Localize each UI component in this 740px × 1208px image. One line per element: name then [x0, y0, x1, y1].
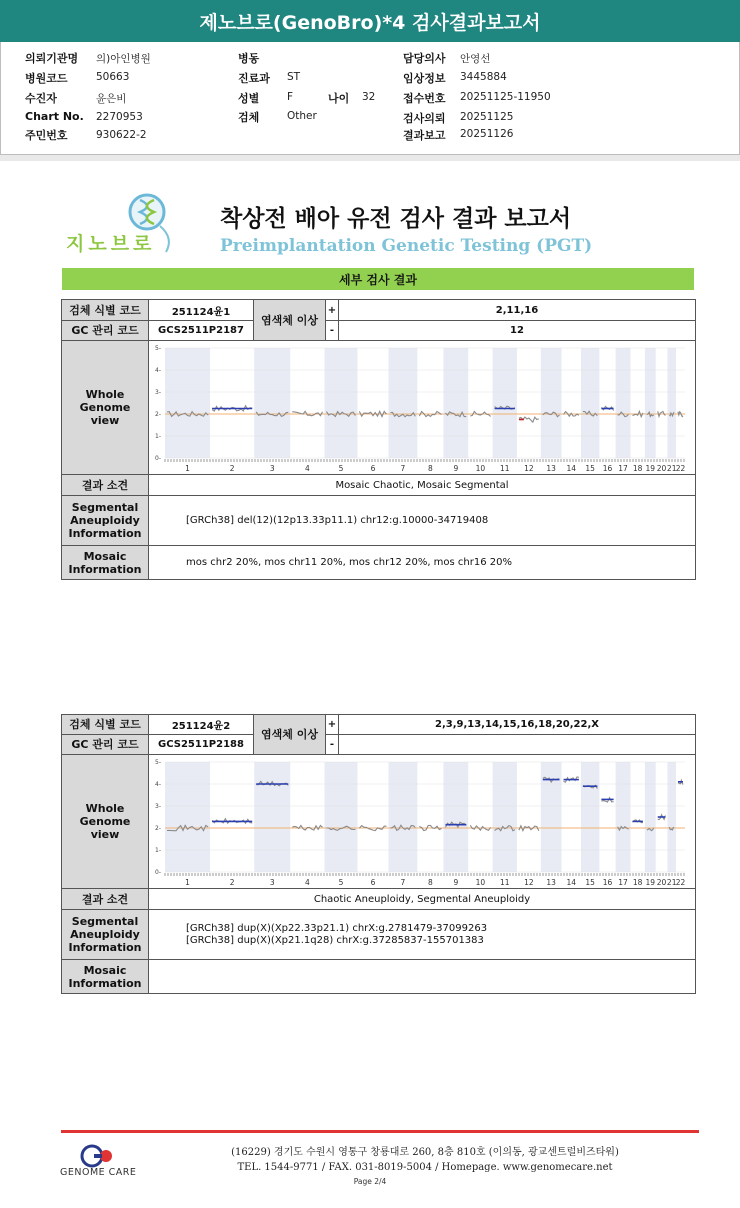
label-sample-id: 검체 식별 코드: [62, 300, 149, 321]
x-tick-label: 16: [602, 463, 613, 473]
label-doctor: 담당의사: [403, 52, 446, 65]
label-sample-id: 검체 식별 코드: [62, 715, 149, 735]
x-tick-label: 10: [475, 463, 486, 473]
label-wgv-line2: Genome: [79, 401, 131, 414]
value-result-finding: Chaotic Aneuploidy, Segmental Aneuploidy: [149, 889, 696, 910]
footer-address: (16229) 경기도 수원시 영통구 창룡대로 260, 8층 810호 (이의동, 광교센트럴비즈타워): [231, 1147, 619, 1158]
value-receipt-number: 20251125-11950: [460, 91, 551, 103]
x-tick-label: 10: [475, 877, 486, 887]
value-mosaic-information: [149, 960, 696, 994]
detail-results-section-bar: [62, 268, 694, 290]
x-tick-label: 13: [546, 463, 556, 473]
y-tick-label: 3-: [155, 802, 161, 810]
report-title-korean: 착상전 배아 유전 검사 결과 보고서: [220, 206, 572, 232]
label-resident-number: 주민번호: [25, 129, 68, 142]
value-sample-id: 251124윤2: [149, 715, 254, 735]
x-tick-label: 12: [524, 877, 534, 887]
label-gc-code: GC 관리 코드: [62, 321, 149, 341]
value-sex: F: [287, 91, 294, 103]
x-tick-label: 14: [566, 877, 576, 887]
x-tick-label: 8: [428, 877, 433, 887]
chromosome-band: [667, 348, 676, 458]
y-tick-label: 5-: [155, 344, 161, 352]
label-result-finding: 결과 소견: [62, 889, 149, 910]
chromosome-band: [254, 762, 290, 872]
value-doctor: 안영선: [460, 53, 491, 65]
x-tick-label: 5: [338, 877, 344, 887]
label-seg-line2: Aneuploidy: [70, 928, 140, 941]
x-tick-label: 15: [585, 877, 595, 887]
label-patient: 수진자: [25, 92, 57, 105]
y-tick-label: 0-: [155, 868, 161, 876]
y-tick-label: 4-: [155, 366, 161, 374]
label-chart-no: Chart No.: [25, 110, 84, 123]
label-wgv-line3: view: [90, 414, 120, 427]
x-tick-label: 20: [656, 463, 667, 473]
value-clinical-info: 3445884: [460, 71, 507, 83]
y-tick-label: 5-: [155, 758, 161, 766]
footer-contact: TEL. 1544-9771 / FAX. 031-8019-5004 / Homepage. www.genomecare.net: [237, 1162, 613, 1173]
value-report-date: 20251126: [460, 128, 514, 140]
x-tick-label: 4: [305, 463, 310, 473]
x-tick-label: 13: [546, 877, 556, 887]
x-tick-label: 1: [185, 463, 190, 473]
page-number: Page 2/4: [353, 1177, 387, 1186]
label-report-date: 결과보고: [403, 129, 446, 142]
x-tick-label: 4: [305, 877, 310, 887]
chromosome-band: [493, 348, 517, 458]
label-chromosome-abnormality: 염색체 이상: [254, 715, 326, 755]
label-seg-line1: Segmental: [71, 915, 139, 928]
chromosome-band: [389, 348, 418, 458]
value-loss-chromosomes: [339, 735, 696, 755]
label-segmental-aneuploidy: [62, 910, 149, 960]
label-ward: 병동: [238, 52, 260, 65]
x-tick-label: 12: [524, 463, 534, 473]
x-tick-label: 18: [632, 877, 643, 887]
footer-divider: [61, 1130, 699, 1133]
label-age: 나이: [328, 92, 350, 105]
x-tick-label: 19: [645, 463, 656, 473]
label-result-finding: 결과 소견: [62, 475, 149, 496]
x-tick-label: 5: [338, 463, 344, 473]
chromosome-band: [616, 762, 631, 872]
chromosome-band: [165, 762, 210, 872]
x-tick-label: 7: [400, 463, 406, 473]
label-wgv-line3: view: [90, 828, 120, 841]
label-mos-line1: Mosaic: [83, 549, 127, 563]
x-tick-label: 15: [585, 463, 595, 473]
x-tick-label: 9: [453, 463, 459, 473]
value-specimen: Other: [287, 110, 317, 122]
x-tick-label: 1: [185, 877, 190, 887]
label-sex: 성별: [238, 92, 260, 105]
label-whole-genome-view: [62, 341, 149, 475]
label-mos-line2: Information: [68, 562, 142, 576]
x-tick-label: 19: [645, 877, 656, 887]
label-receipt-number: 접수번호: [403, 92, 446, 105]
label-seg-line3: Information: [68, 941, 142, 954]
label-wgv-line1: Whole: [85, 802, 125, 815]
label-requesting-institution: 의뢰기관명: [25, 52, 79, 65]
y-tick-label: 2-: [155, 824, 161, 832]
label-gc-code: GC 관리 코드: [62, 735, 149, 755]
y-tick-label: 2-: [155, 410, 161, 418]
chromosome-band: [493, 762, 517, 872]
chromosome-band: [443, 762, 468, 872]
x-tick-label: 14: [566, 463, 576, 473]
chromosome-band: [389, 762, 418, 872]
x-tick-label: 22: [675, 877, 686, 887]
chromosome-band: [616, 348, 631, 458]
x-tick-label: 7: [400, 877, 406, 887]
value-segmental-aneuploidy: [149, 910, 696, 960]
gain-symbol: +: [326, 715, 339, 735]
x-tick-label: 2: [229, 463, 235, 473]
x-tick-label: 2: [229, 877, 235, 887]
chromosome-band: [325, 762, 358, 872]
x-tick-label: 8: [428, 463, 433, 473]
chromosome-band: [325, 348, 358, 458]
chromosome-band: [645, 348, 656, 458]
x-tick-label: 20: [656, 877, 667, 887]
label-mos-line2: Information: [68, 976, 142, 990]
label-wgv-line1: Whole: [85, 388, 125, 401]
label-department: 진료과: [238, 72, 270, 85]
chromosome-band: [581, 762, 599, 872]
value-sample-id: 251124윤1: [149, 300, 254, 321]
y-tick-label: 1-: [155, 432, 161, 440]
x-tick-label: 17: [618, 877, 628, 887]
value-requesting-institution: 의)아인병원: [96, 53, 151, 65]
value-hospital-code: 50663: [96, 71, 130, 83]
chromosome-band: [541, 348, 562, 458]
value-gc-code: GCS2511P2187: [149, 321, 254, 341]
label-request-date: 검사의뢰: [403, 112, 446, 125]
value-request-date: 20251125: [460, 111, 514, 123]
label-whole-genome-view: [62, 755, 149, 889]
footer-address-block: [170, 1145, 680, 1175]
value-gain-chromosomes: 2,3,9,13,14,15,16,18,20,22,X: [339, 715, 696, 735]
chromosome-band: [667, 762, 676, 872]
x-tick-label: 6: [370, 877, 376, 887]
label-specimen: 검체: [238, 111, 260, 124]
chromosome-band: [645, 762, 656, 872]
chromosome-band: [254, 348, 290, 458]
report-title-english: Preimplantation Genetic Testing (PGT): [220, 236, 593, 256]
x-tick-label: 18: [632, 463, 643, 473]
genome-care-logo-text: GENOME CARE: [60, 1167, 137, 1178]
x-tick-label: 11: [499, 463, 510, 473]
loss-symbol: -: [326, 321, 339, 341]
label-hospital-code: 병원코드: [25, 72, 68, 85]
value-department: ST: [287, 71, 301, 83]
label-chromosome-abnormality: 염색체 이상: [254, 300, 326, 341]
x-tick-label: 11: [499, 877, 510, 887]
value-gc-code: GCS2511P2188: [149, 735, 254, 755]
loss-symbol: -: [326, 735, 339, 755]
x-tick-label: 3: [269, 877, 275, 887]
x-tick-label: 21: [666, 463, 677, 473]
value-gain-chromosomes: 2,11,16: [339, 300, 696, 321]
sample-result-table-1: [61, 299, 696, 580]
x-tick-label: 16: [602, 877, 613, 887]
value-resident-number: 930622-2: [96, 129, 147, 141]
x-tick-label: 22: [675, 463, 686, 473]
label-wgv-line2: Genome: [79, 815, 131, 828]
x-tick-label: 17: [618, 463, 628, 473]
segmental-line-1: [GRCh38] del(12)(12p13.33p11.1) chr12:g.10000-34719408: [186, 514, 489, 526]
section-title: 세부 검사 결과: [339, 272, 417, 287]
y-tick-label: 4-: [155, 780, 161, 788]
value-segmental-aneuploidy: [149, 496, 696, 546]
whole-genome-chart-2: [149, 756, 695, 888]
value-loss-chromosomes: 12: [339, 321, 696, 341]
value-mosaic-information: mos chr2 20%, mos chr11 20%, mos chr12 20%, mos chr16 20%: [149, 546, 696, 580]
report-title-bar: [0, 0, 740, 42]
label-seg-line1: Segmental: [71, 501, 139, 514]
header-shadow: [0, 155, 740, 161]
x-tick-label: 9: [453, 877, 459, 887]
value-patient: 윤은비: [96, 93, 127, 105]
segmental-line-2: [GRCh38] dup(X)(Xp21.1q28) chrX:g.37285837-155701383: [186, 934, 484, 946]
patient-info-box: [0, 42, 740, 155]
x-tick-label: 6: [370, 463, 376, 473]
sample-result-table-2: [61, 714, 696, 994]
x-tick-label: 3: [269, 463, 275, 473]
gain-symbol: +: [326, 300, 339, 321]
segmental-line-1: [GRCh38] dup(X)(Xp22.33p21.1) chrX:g.2781479-37099263: [186, 922, 488, 934]
label-mos-line1: Mosaic: [83, 963, 127, 977]
chromosome-band: [165, 348, 210, 458]
label-mosaic-information: [62, 546, 149, 580]
label-clinical-info: 임상정보: [403, 72, 446, 85]
label-seg-line3: Information: [68, 527, 142, 540]
label-segmental-aneuploidy: [62, 496, 149, 546]
x-tick-label: 21: [666, 877, 677, 887]
value-chart-no: 2270953: [96, 111, 143, 123]
report-title: 제노브로(GenoBro)*4 검사결과보고서: [199, 11, 541, 34]
value-result-finding: Mosaic Chaotic, Mosaic Segmental: [149, 475, 696, 496]
genobro-logo-text: 지노브로: [66, 233, 156, 255]
y-tick-label: 0-: [155, 454, 161, 462]
whole-genome-chart-1: [149, 342, 695, 474]
chromosome-band: [581, 348, 599, 458]
value-age: 32: [362, 91, 376, 103]
chromosome-band: [443, 348, 468, 458]
label-seg-line2: Aneuploidy: [70, 514, 140, 527]
y-tick-label: 3-: [155, 388, 161, 396]
label-mosaic-information: [62, 960, 149, 994]
y-tick-label: 1-: [155, 846, 161, 854]
